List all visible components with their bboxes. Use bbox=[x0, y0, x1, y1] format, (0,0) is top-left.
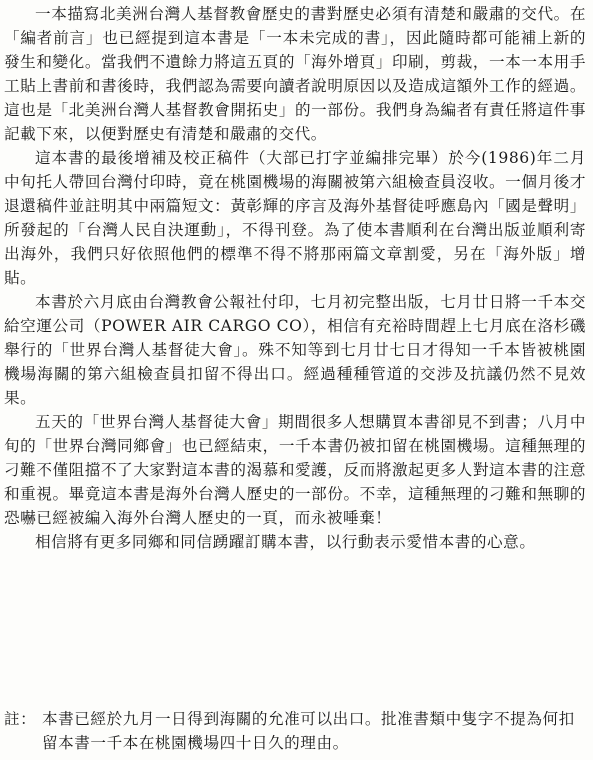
paragraph-manuscript-confiscation: 這本書的最後增補及校正稿件（大部已打字並編排完畢）於今(1986)年二月中旬托人帶回台灣付印時，竟在桃園機場的海關被第六組檢查員沒收。一個月後才退還稿件並註明其中兩篇短文：黃彰輝的序言及海外基督徒呼應島內「國是聲明」所發起的「台灣人民自決運動」，不得刊登。為了使本書順利在台灣出版並順利寄出海外，我們只好依照他們的標準不得不將那兩篇文章割愛，另在「海外版」增貼。 bbox=[4, 149, 586, 287]
paragraph-books-detained: 本書於六月底由台灣教會公報社付印，七月初完整出版，七月廿日將一千本交給空運公司（POWER AIR CARGO CO），相信有充裕時間趕上七月底在洛杉磯舉行的「世界台灣人基督徒大會」。殊不知等到七月廿七日才得知一千本皆被桃園機場海關的第六組檢查員扣留不得出口。經過種種管道的交涉及抗議仍然不見效果。 bbox=[4, 293, 586, 407]
footnote-label: 註： bbox=[4, 710, 37, 728]
footnote bbox=[4, 707, 586, 755]
paragraph-conference-impact: 五天的「世界台灣人基督徒大會」期間很多人想購買本書卻見不到書；八月中旬的「世界台灣同鄉會」也已經結束，一千本書仍被扣留在桃園機場。這種無理的刁難不僅阻擋不了大家對這本書的渴慕和愛護，反而將激起更多人對這本書的注意和重視。畢竟這本書是海外台灣人歷史的一部份。不幸，這種無理的刁難和無聊的恐嚇已經被編入海外台灣人歷史的一頁，而永被唾棄！ bbox=[4, 413, 586, 527]
body-text bbox=[4, 2, 586, 554]
paragraph-closing: 相信將有更多同鄉和同信踴躍訂購本書，以行動表示愛惜本書的心意。 bbox=[35, 533, 536, 551]
paragraph-history-record: 一本描寫北美洲台灣人基督教會歷史的書對歷史必須有清楚和嚴肅的交代。在「編者前言」也已經提到這本書是「一本未完成的書」，因此隨時都可能補上新的發生和變化。當我們不遺餘力將這五頁的「海外增頁」印刷，剪裁，一本一本用手工貼上書前和書後時，我們認為需要向讀者說明原因以及造成這額外工作的經過。這也是「北美洲台灣人基督教會開拓史」的一部份。我們身為編者有責任將這件事記載下來，以便對歷史有清楚和嚴肅的交代。 bbox=[4, 5, 586, 143]
footnote-text: 本書已經於九月一日得到海關的允准可以出口。批准書類中隻字不提為何扣留本書一千本在桃園機場四十日久的理由。 bbox=[42, 710, 575, 752]
